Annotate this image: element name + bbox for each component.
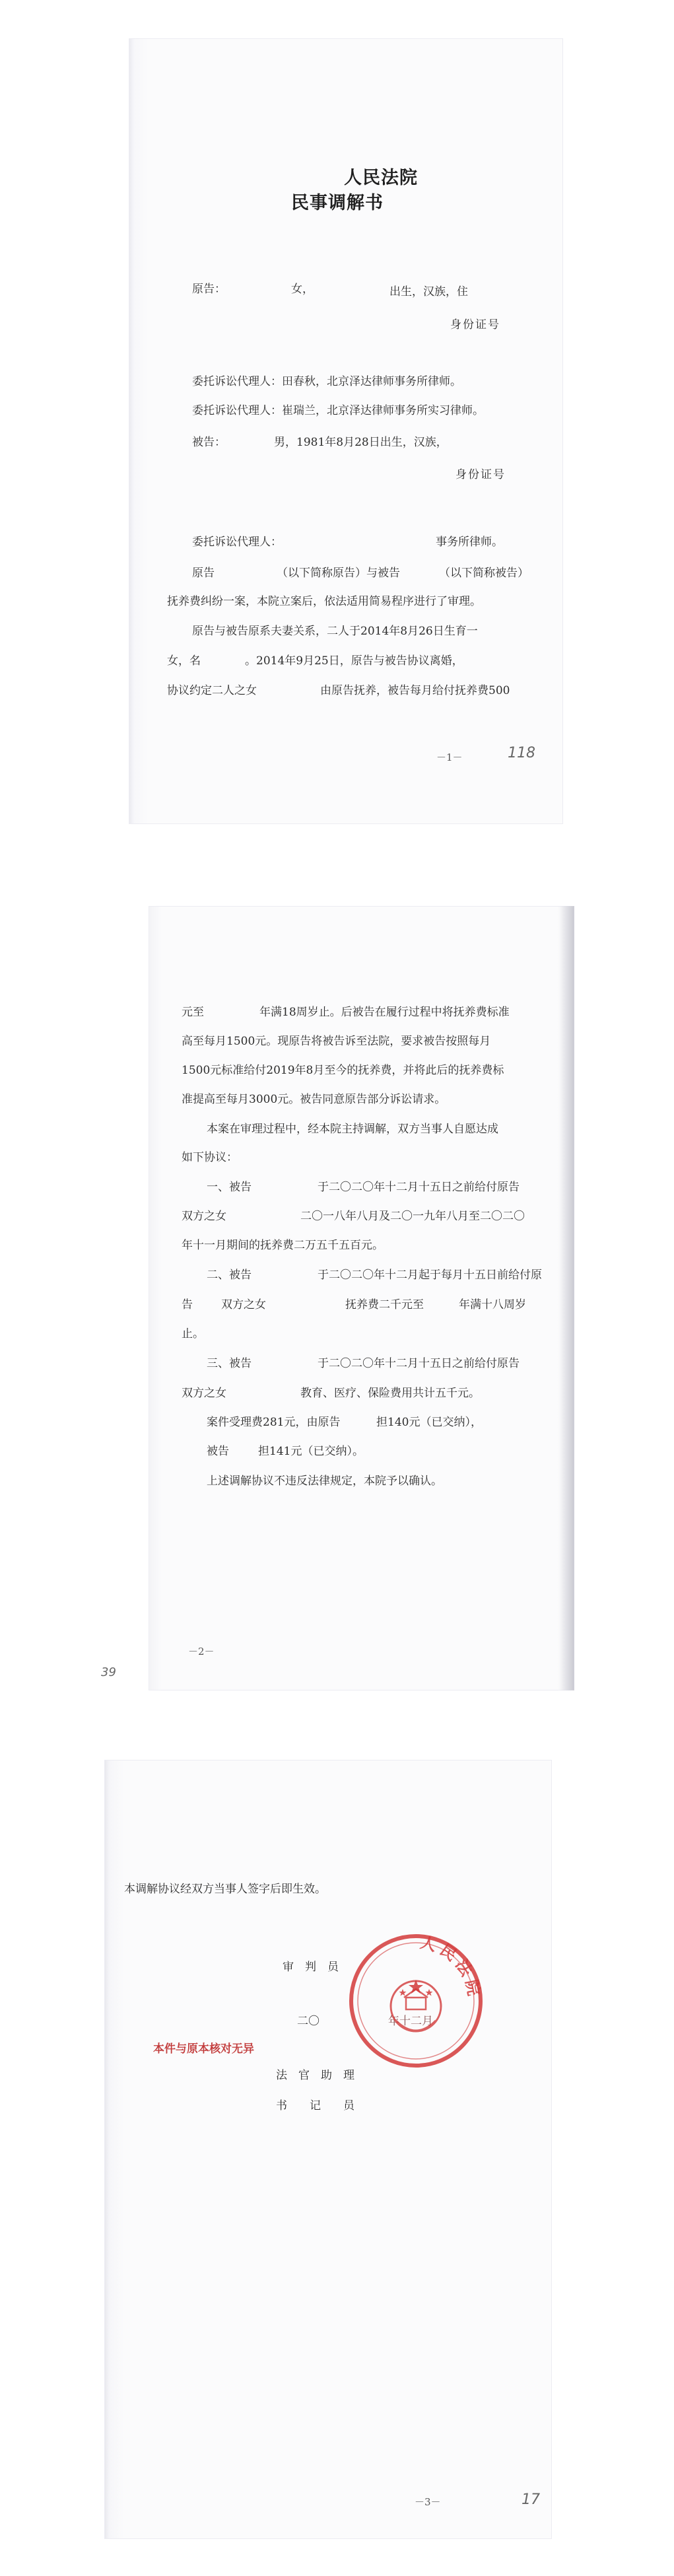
date-a: 二〇 <box>297 2015 320 2028</box>
defendant-agent-firm: 事务所律师。 <box>436 536 503 549</box>
para2-line1: 原告与被告原系夫妻关系，二人于2014年8月26日生育一 <box>192 625 478 638</box>
p2-line2: 高至每月1500元。现原告将被告诉至法院，要求被告按照每月 <box>182 1035 491 1048</box>
p2-fee-d: 担141元（已交纳）。 <box>258 1445 364 1458</box>
plaintiff-agent-2: 委托诉讼代理人：崔瑞兰，北京泽达律师事务所实习律师。 <box>192 404 484 417</box>
certification-stamp-text: 本件与原本核对无异 <box>153 2042 254 2056</box>
para2-line3-a: 协议约定二人之女 <box>167 684 257 697</box>
p2-item3-c: 双方之女 <box>182 1387 226 1400</box>
para2-line2-b: 。2014年9月25日，原告与被告协议离婚， <box>245 654 463 668</box>
plaintiff-agent-1: 委托诉讼代理人：田春秋，北京泽达律师事务所律师。 <box>192 375 461 388</box>
p2-fee-b: 担140元（已交纳）， <box>376 1416 482 1429</box>
para2-line2-a: 女，名 <box>167 654 201 668</box>
p2-item3-b: 于二〇二〇年十二月十五日之前给付原告 <box>318 1357 520 1370</box>
p2-item1-b: 于二〇二〇年十二月十五日之前给付原告 <box>318 1181 520 1194</box>
para1-end: （以下简称被告） <box>439 567 529 580</box>
p2-item1-c: 双方之女 <box>182 1210 226 1223</box>
page-number: －1－ <box>436 751 463 763</box>
p2-line5: 本案在审理过程中，经本院主持调解，双方当事人自愿达成 <box>207 1123 498 1136</box>
document-page-3 <box>104 1760 552 2539</box>
document-page-2 <box>101 906 574 1690</box>
p2-line1-b: 年满18周岁止。后被告在履行过程中将抚养费标准 <box>259 1006 510 1019</box>
p2-item2-f: 年满十八周岁 <box>459 1298 526 1311</box>
scan-edge-shadow <box>560 906 574 1690</box>
defendant-id: 身份证号 <box>455 468 506 481</box>
handwritten-page-mark: 39 <box>101 1665 116 1679</box>
defendant-label: 被告： <box>192 436 226 449</box>
plaintiff-birth: 出生，汉族，住 <box>389 285 468 298</box>
document-title: 民事调解书 <box>291 193 384 213</box>
date-b: 年十二月 <box>388 2015 433 2028</box>
clerk-label: 书 记 员 <box>276 2099 354 2112</box>
document-page-1 <box>129 38 563 824</box>
p2-item2-b: 于二〇二〇年十二月起于每月十五日前给付原 <box>318 1269 542 1282</box>
plaintiff-id: 身份证号 <box>450 318 500 331</box>
seal-text: 人民法院 <box>418 1932 485 2002</box>
p2-item2-e: 抚养费二千元至 <box>345 1298 424 1311</box>
handwritten-page-mark: 17 <box>522 2491 540 2508</box>
judge-label: 审 判 员 <box>283 1961 339 1974</box>
p2-item1-e: 年十一月期间的抚养费二万五千五百元。 <box>182 1239 384 1252</box>
para1-plaintiff: 原告 <box>192 567 215 580</box>
para1-middle: （以下简称原告）与被告 <box>277 567 400 580</box>
defendant-info: 男，1981年8月28日出生，汉族， <box>274 436 448 449</box>
p2-item3-a: 三、被告 <box>207 1357 252 1370</box>
court-seal-icon <box>343 1928 489 2073</box>
p2-item1-a: 一、被告 <box>207 1181 252 1194</box>
p2-item2-g: 止。 <box>182 1327 204 1340</box>
p3-effective: 本调解协议经双方当事人签字后即生效。 <box>124 1883 326 1896</box>
defendant-agent-label: 委托诉讼代理人： <box>192 536 282 549</box>
p2-line6: 如下协议： <box>182 1151 238 1164</box>
p2-item2-a: 二、被告 <box>207 1269 252 1282</box>
page-number: －3－ <box>415 2496 441 2508</box>
p2-fee-a: 案件受理费281元，由原告 <box>207 1416 341 1429</box>
clerk-assistant-label: 法 官 助 理 <box>276 2069 354 2082</box>
p2-item1-d: 二〇一八年八月及二〇一九年八月至二〇二〇 <box>300 1210 525 1223</box>
p2-item2-c: 告 <box>182 1298 193 1311</box>
page-number: －2－ <box>188 1646 215 1657</box>
p2-line3: 1500元标准给付2019年8月至今的抚养费，并将此后的抚养费标 <box>182 1064 504 1077</box>
court-name: 人民法院 <box>344 168 418 188</box>
p2-line1-a: 元至 <box>182 1006 204 1019</box>
p2-fee-c: 被告 <box>207 1445 229 1458</box>
handwritten-page-mark: 118 <box>508 745 535 761</box>
p2-line4: 准提高至每月3000元。被告同意原告部分诉讼请求。 <box>182 1093 446 1106</box>
plaintiff-label: 原告： <box>192 283 226 296</box>
svg-text:人民法院 <box>419 1932 485 2001</box>
para2-line3-b: 由原告抚养，被告每月给付抚养费500 <box>320 684 510 697</box>
p2-item3-d: 教育、医疗、保险费用共计五千元。 <box>300 1387 480 1400</box>
p2-item2-d: 双方之女 <box>221 1298 266 1311</box>
para1-line2: 抚养费纠纷一案，本院立案后，依法适用简易程序进行了审理。 <box>167 595 481 608</box>
plaintiff-gender: 女， <box>291 283 314 296</box>
p2-confirm: 上述调解协议不违反法律规定，本院予以确认。 <box>207 1475 442 1488</box>
